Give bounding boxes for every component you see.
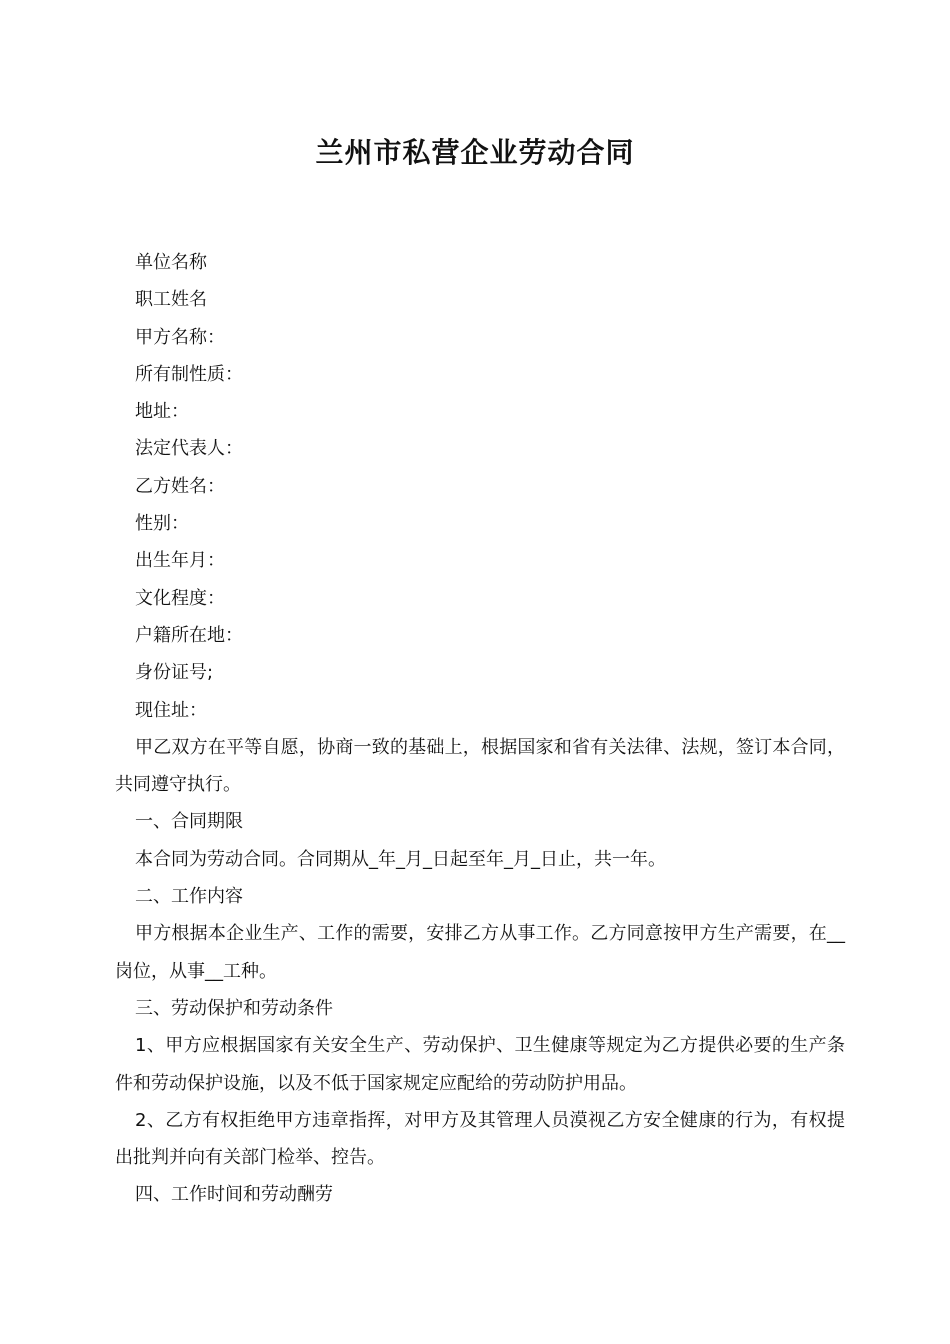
document-body [115,244,845,1214]
document-title: 兰州市私营企业劳动合同 [315,136,635,169]
labor-protection-clause-1: 1、甲方应根据国家有关安全生产、劳动保护、卫生健康等规定为乙方提供必要的生产条件和劳动保护设施，以及不低于国家规定应配给的劳动防护用品。 [115,1035,845,1094]
term-paragraph: 本合同为劳动合同。合同期从_年_月_日起至年_月_日止，共一年。 [135,848,666,870]
field-id-number: 身份证号; [135,662,214,684]
preamble-paragraph: 甲乙双方在平等自愿，协商一致的基础上，根据国家和省有关法律、法规，签订本合同，共同遵守执行。 [115,736,845,796]
field-ownership-type: 所有制性质： [135,363,243,385]
field-education: 文化程度： [135,587,225,609]
field-unit-name: 单位名称 [135,252,207,273]
field-legal-representative: 法定代表人： [135,438,243,460]
section-heading-term: 一、合同期限 [135,811,243,833]
field-employee-name: 职工姓名 [135,289,207,311]
field-gender: 性别： [135,513,189,535]
labor-protection-clause-2: 2、乙方有权拒绝甲方违章指挥，对甲方及其管理人员漠视乙方安全健康的行为，有权提出批判并向有关部门检举、控告。 [115,1109,845,1169]
field-party-b-name: 乙方姓名： [135,475,225,497]
work-content-paragraph: 甲方根据本企业生产、工作的需要，安排乙方从事工作。乙方同意按甲方生产需要，在__岗位，从事__工种。 [115,923,845,982]
field-birth-date: 出生年月： [135,550,225,572]
field-party-a-name: 甲方名称： [135,326,225,348]
section-heading-work-hours: 四、工作时间和劳动酬劳 [135,1184,333,1206]
field-household-registration: 户籍所在地： [135,624,243,646]
field-current-address: 现住址： [135,699,207,721]
section-heading-work-content: 二、工作内容 [135,886,243,908]
section-heading-labor-protection: 三、劳动保护和劳动条件 [135,997,333,1019]
field-address: 地址： [135,401,189,423]
